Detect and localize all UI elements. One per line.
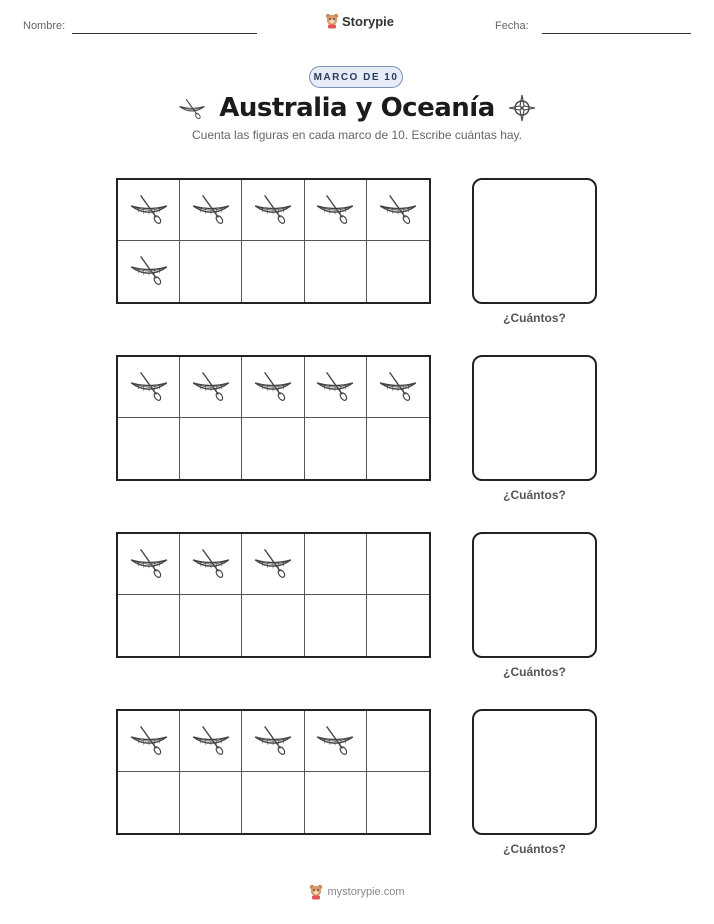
worksheet-header (0, 0, 714, 50)
canoe-icon (128, 369, 170, 406)
canoe-icon (190, 546, 232, 583)
bear-mascot-icon (325, 13, 339, 29)
answer-box[interactable] (472, 178, 597, 304)
ten-frame-cell (118, 418, 180, 479)
ten-frame-cell (242, 711, 304, 772)
name-label: Nombre: (23, 20, 66, 32)
ten-frame-cell (242, 595, 304, 656)
answer-label: ¿Cuántos? (503, 311, 566, 325)
canoe-icon (128, 723, 170, 760)
ten-frame-cell (118, 772, 180, 833)
canoe-icon (377, 369, 419, 406)
canoe-icon (252, 723, 294, 760)
ten-frame-cell (367, 772, 429, 833)
canoe-icon (128, 192, 170, 229)
ten-frame-cell (180, 241, 242, 302)
ten-frame-cell (367, 180, 429, 241)
ten-frame (116, 355, 431, 481)
instructions-text: Cuenta las figuras en cada marco de 10. Escribe cuántas hay. (192, 128, 522, 142)
answer-label: ¿Cuántos? (503, 842, 566, 856)
ten-frame-cell (367, 357, 429, 418)
ten-frame-cell (367, 418, 429, 479)
answer-box[interactable] (472, 355, 597, 481)
ten-frame-cell (305, 711, 367, 772)
date-line (542, 33, 691, 34)
answer-label: ¿Cuántos? (503, 488, 566, 502)
answer-box[interactable] (472, 709, 597, 835)
brand-logo (325, 13, 394, 29)
ten-frame-cell (242, 180, 304, 241)
canoe-icon (314, 369, 356, 406)
ten-frame-cell (242, 241, 304, 302)
ten-frame-cell (180, 418, 242, 479)
canoe-icon (177, 97, 207, 119)
ten-frame-cell (180, 711, 242, 772)
date-label: Fecha: (495, 20, 529, 32)
ten-frame-cell (305, 357, 367, 418)
canoe-icon (128, 253, 170, 290)
canoe-icon (128, 546, 170, 583)
name-line (72, 33, 257, 34)
bear-mascot-icon (309, 884, 323, 900)
canoe-icon (252, 192, 294, 229)
canoe-icon (314, 192, 356, 229)
canoe-icon (377, 192, 419, 229)
ten-frame-cell (180, 595, 242, 656)
ten-frame-cell (305, 180, 367, 241)
answer-label: ¿Cuántos? (503, 665, 566, 679)
canoe-icon (252, 369, 294, 406)
ten-frame-cell (367, 534, 429, 595)
ten-frame (116, 709, 431, 835)
canoe-icon (314, 723, 356, 760)
ten-frame (116, 178, 431, 304)
footer-url: mystorypie.com (327, 886, 405, 898)
ten-frame (116, 532, 431, 658)
ten-frame-cell (305, 595, 367, 656)
page-title: Australia y Oceanía (219, 93, 495, 123)
footer (0, 884, 714, 900)
ten-frame-cell (305, 772, 367, 833)
ten-frame-cell (118, 241, 180, 302)
ten-frame-cell (242, 418, 304, 479)
ten-frame-cell (118, 711, 180, 772)
ten-frame-cell (242, 772, 304, 833)
ten-frame-cell (242, 357, 304, 418)
canoe-icon (190, 192, 232, 229)
ten-frame-cell (367, 241, 429, 302)
ten-frame-cell (118, 595, 180, 656)
ten-frame-cell (305, 241, 367, 302)
brand-name: Storypie (342, 13, 395, 29)
title-row (0, 90, 714, 126)
ten-frame-cell (180, 772, 242, 833)
ten-frame-cell (118, 357, 180, 418)
ten-frame-cell (367, 595, 429, 656)
ten-frame-cell (180, 357, 242, 418)
ten-frame-cell (367, 711, 429, 772)
worksheet-badge: MARCO DE 10 (309, 66, 403, 88)
canoe-icon (190, 369, 232, 406)
ten-frame-cell (118, 180, 180, 241)
ten-frame-cell (118, 534, 180, 595)
ten-frame-cell (305, 418, 367, 479)
ten-frame-cell (180, 180, 242, 241)
ten-frame-cell (242, 534, 304, 595)
answer-box[interactable] (472, 532, 597, 658)
canoe-icon (252, 546, 294, 583)
compass-rose-icon (507, 93, 537, 123)
canoe-icon (190, 723, 232, 760)
ten-frame-cell (180, 534, 242, 595)
ten-frame-cell (305, 534, 367, 595)
